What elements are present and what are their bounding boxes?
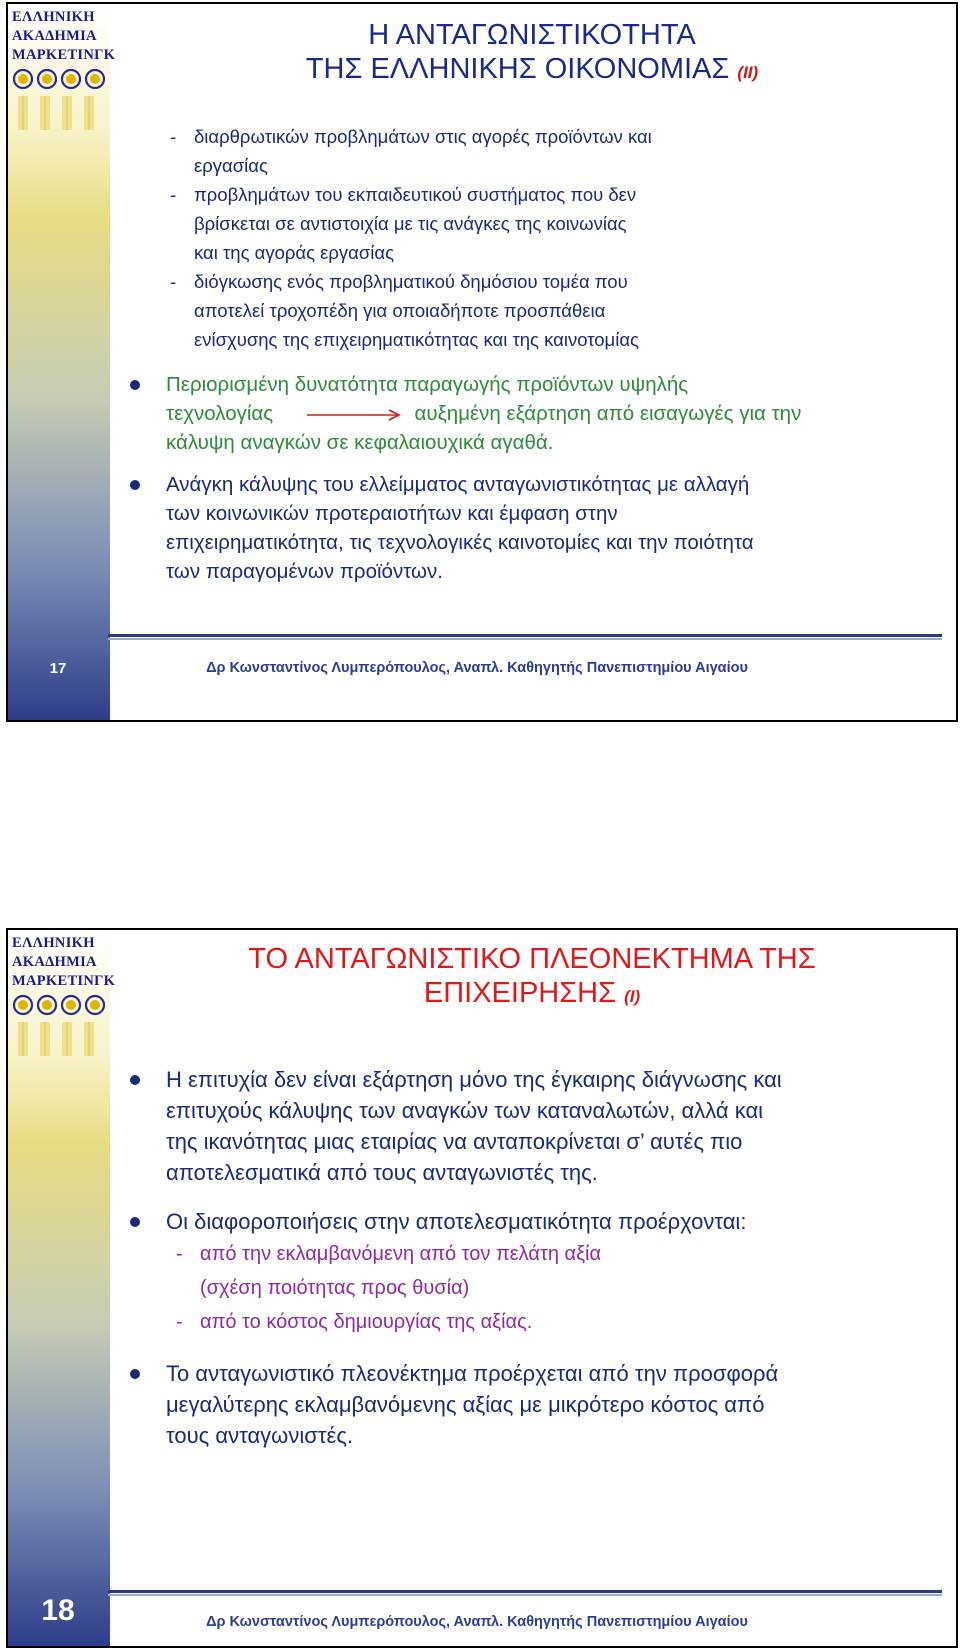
bullet-line-part: αυξημένη εξάρτηση από εισαγωγές για την: [414, 402, 802, 425]
bullet-item-1: [118, 1064, 940, 1188]
bullet-dot-icon: [130, 380, 140, 390]
columns-logo-icon: [14, 1022, 106, 1056]
bullet-navy: [118, 470, 940, 586]
bullet-line: της ικανότητας μιας εταιρίας να ανταποκρίνεται σ’ αυτές πιο: [166, 1129, 743, 1154]
bullet-line: κάλυψη αναγκών σε κεφαλαιουχικά αγαθά.: [166, 431, 554, 454]
bullet-line: επιτυχούς κάλυψης των αναγκών των καταναλωτών, αλλά και: [166, 1098, 764, 1123]
bullet-line: Το ανταγωνιστικό πλεονέκτημα προέρχεται από την προσφορά: [166, 1361, 779, 1386]
sub-item-line: από την εκλαμβανόμενη από τον πελάτη αξία: [200, 1243, 602, 1265]
dash-item-line: αποτελεί τροχοπέδη για οποιαδήποτε προσπάθεια: [194, 300, 606, 321]
bullet-line: τους ανταγωνιστές.: [166, 1423, 354, 1448]
bullet-line: των κοινωνικών προτεραιοτήτων και έμφαση στην: [166, 502, 618, 525]
bullet-dot-icon: [130, 1075, 140, 1085]
footer-author: Δρ Κωνσταντίνος Λυμπερόπουλος, Αναπλ. Καθηγητής Πανεπιστημίου Αιγαίου: [206, 1614, 748, 1630]
bullet-item-3: [118, 1358, 940, 1451]
logo-line-2: ΑΚΑΔΗΜΙΑ: [12, 28, 97, 44]
logo-line-1: ΕΛΛΗΝΙΚΗ: [12, 9, 95, 25]
dash-marker: -: [170, 271, 177, 292]
title-line-2: ΤΗΣ ΕΛΛΗΝΙΚΗΣ ΟΙΚΟΝΟΜΙΑΣ: [305, 53, 730, 85]
dash-item-2: [170, 180, 940, 267]
bullet-with-sublist: [118, 1206, 940, 1339]
bullet-line: Οι διαφοροποιήσεις στην αποτελεσματικότητα προέρχονται:: [166, 1209, 747, 1234]
bullet-line: μεγαλύτερης εκλαμβανόμενης αξίας με μικρότερο κόστος από: [166, 1392, 765, 1417]
bullet-dot-icon: [130, 1217, 140, 1227]
academy-logo-text: [12, 934, 116, 991]
bullet-green: [118, 370, 940, 457]
bullet-line: των παραγομένων προϊόντων.: [166, 560, 443, 583]
slide-number: 17: [49, 660, 67, 677]
bullet-line: Περιορισμένη δυνατότητα παραγωγής προϊόντων υψηλής: [166, 373, 689, 396]
title-suffix: (ΙΙ): [737, 63, 759, 82]
dash-item-line: ενίσχυσης της επιχειρηματικότητας και της καινοτομίας: [194, 329, 639, 350]
slide-title: [118, 942, 946, 1014]
dash-marker: -: [170, 126, 177, 147]
slide-title: [118, 18, 946, 90]
right-arrow-icon: [307, 408, 407, 422]
bullet-navy-2: [118, 1358, 940, 1451]
dash-item-line: βρίσκεται σε αντιστοιχία με τις ανάγκες της κοινωνίας: [194, 213, 627, 234]
footer-rule: [108, 634, 942, 640]
bullet-navy: [118, 1064, 940, 1188]
columns-logo-icon: [14, 96, 106, 130]
slide-18: [6, 928, 958, 1648]
bullet-dot-icon: [130, 1369, 140, 1379]
dash-marker: -: [170, 184, 177, 205]
dash-item-line: προβλημάτων του εκπαιδευτικού συστήματος που δεν: [194, 184, 637, 205]
dash-item-line: διαρθρωτικών προβλημάτων στις αγορές προϊόντων και: [194, 126, 652, 147]
dash-marker: -: [176, 1243, 183, 1265]
bullet-item-2: [118, 470, 940, 586]
title-line-2-wrap: [118, 52, 946, 90]
dash-item-line: διόγκωσης ενός προβληματικού δημόσιου τομέα που: [194, 271, 628, 292]
dash-item-line: εργασίας: [194, 155, 268, 176]
bullet-line: αποτελεσματικά από τους ανταγωνιστές της.: [166, 1160, 598, 1185]
bullet-line-with-arrow: [166, 399, 940, 428]
logo-line-2: ΑΚΑΔΗΜΙΑ: [12, 954, 97, 970]
sub-item-line: (σχέση ποιότητας προς θυσία): [200, 1277, 470, 1299]
bullet-dot-icon: [130, 480, 140, 490]
logo-line-3: ΜΑΡΚΕΤΙΝΓΚ: [12, 973, 116, 989]
sidebar-gradient: [8, 4, 116, 720]
bullet-item-2: [118, 1206, 940, 1237]
dash-item-line: και της αγοράς εργασίας: [194, 242, 394, 263]
bullet-line-part: τεχνολογίας: [166, 402, 274, 425]
dash-marker: -: [176, 1311, 183, 1333]
bullet-line: επιχειρηματικότητα, τις τεχνολογικές καινοτομίες και την ποιότητα: [166, 531, 754, 554]
purple-sublist: [176, 1237, 940, 1339]
bullet-line: Η επιτυχία δεν είναι εξάρτηση μόνο της έγκαιρης διάγνωσης και: [166, 1067, 782, 1092]
dash-list: [118, 122, 940, 354]
slide-number: 18: [41, 1594, 75, 1627]
sub-item-1: [176, 1237, 940, 1305]
bullet-item-1: [118, 370, 940, 457]
dash-item-1: [170, 122, 940, 180]
spiral-logo-icon: [10, 66, 108, 92]
slide-17: [6, 2, 958, 722]
footer-rule: [108, 1590, 942, 1596]
spiral-logo-icon: [10, 992, 108, 1018]
title-line-1: Η ΑΝΤΑΓΩΝΙΣΤΙΚΟΤΗΤΑ: [368, 19, 696, 51]
title-line-2-wrap: [118, 976, 946, 1014]
academy-logo-text: [12, 8, 116, 65]
title-suffix: (Ι): [624, 987, 641, 1006]
bullet-line: Ανάγκη κάλυψης του ελλείμματος ανταγωνιστικότητας με αλλαγή: [166, 473, 750, 496]
logo-line-3: ΜΑΡΚΕΤΙΝΓΚ: [12, 47, 116, 63]
title-line-2: ΕΠΙΧΕΙΡΗΣΗΣ: [423, 977, 617, 1009]
sub-item-line: από το κόστος δημιουργίας της αξίας.: [200, 1311, 533, 1333]
sidebar-gradient: [8, 930, 116, 1646]
logo-line-1: ΕΛΛΗΝΙΚΗ: [12, 935, 95, 951]
title-line-1: ΤΟ ΑΝΤΑΓΩΝΙΣΤΙΚΟ ΠΛΕΟΝΕΚΤΗΜΑ ΤΗΣ: [248, 943, 816, 975]
dash-item-3: [170, 267, 940, 354]
sub-item-2: [176, 1305, 940, 1339]
footer-author: Δρ Κωνσταντίνος Λυμπερόπουλος, Αναπλ. Καθηγητής Πανεπιστημίου Αιγαίου: [206, 660, 748, 676]
